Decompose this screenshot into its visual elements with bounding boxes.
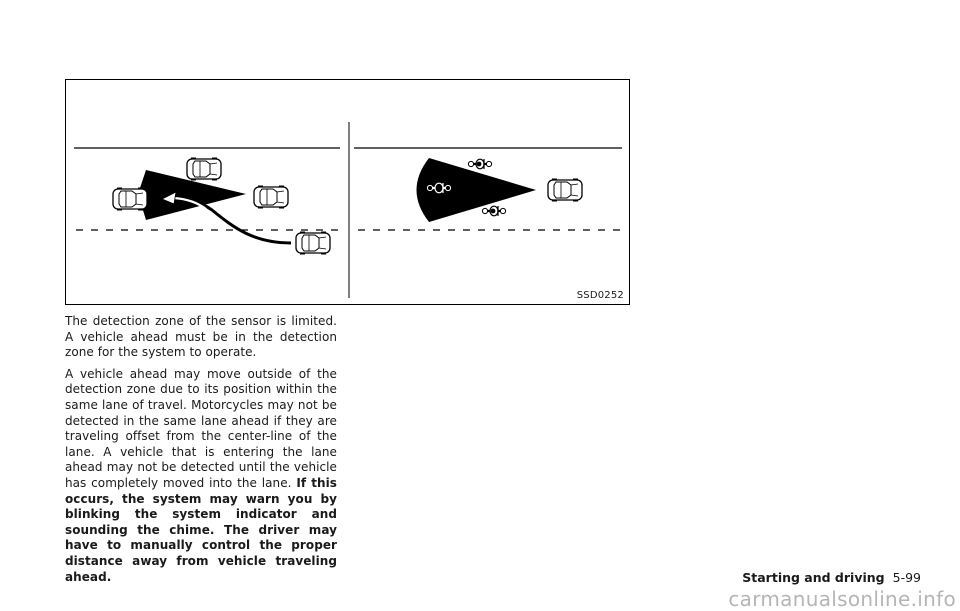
sedan-icon <box>187 158 221 181</box>
motorcycle-icon <box>482 206 505 216</box>
figure-code: SSD0252 <box>576 290 624 301</box>
body-text <box>65 314 337 591</box>
paragraph-1: The detection zone of the sensor is limited. A vehicle ahead must be in the detection zone for the system to operate. <box>65 314 337 360</box>
sedan-icon <box>548 179 582 202</box>
sedan-icon <box>296 232 330 255</box>
paragraph-2 <box>65 367 337 585</box>
right-panel <box>354 148 622 230</box>
watermark: carmanualsonline.info <box>728 587 956 611</box>
left-panel <box>74 148 346 255</box>
sedan-icon <box>254 186 288 209</box>
paragraph-2-warning: If this occurs, the system may warn you by blinking the system indicator and sounding the chime. The driver may have to manually control the proper distance away from vehicle traveling ahead. <box>65 475 337 584</box>
paragraph-2-normal: A vehicle ahead may move outside of the detection zone due to its position within the same lane of travel. Motorcycles may not be detected in the same lane ahead if they are traveling offset from the center-line of the lane. A vehicle that is entering the lane ahead may not be detected until the vehicle has completely moved into the lane. <box>65 366 337 490</box>
detection-zone-illustration <box>66 80 629 304</box>
page-number: 5-99 <box>892 570 921 585</box>
section-title: Starting and driving <box>742 570 885 585</box>
figure-frame <box>65 79 630 305</box>
sedan-icon <box>113 188 147 211</box>
motorcycle-icon <box>468 159 491 169</box>
detection-zone <box>417 158 537 222</box>
page-footer <box>742 570 921 585</box>
